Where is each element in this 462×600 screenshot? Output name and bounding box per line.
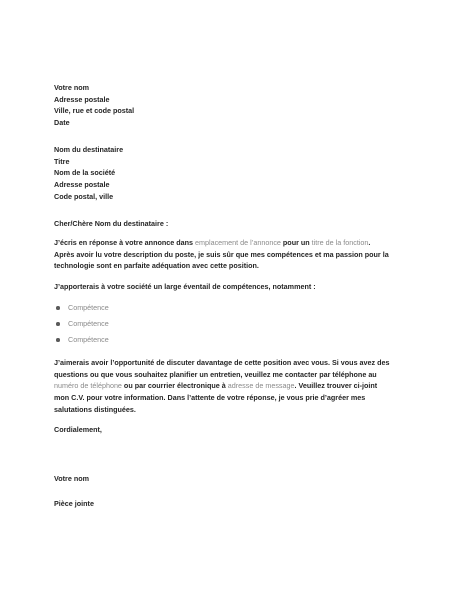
placeholder-job-title[interactable]: titre de la fonction [311,238,369,247]
sender-block [54,82,414,129]
enclosure[interactable]: Pièce jointe [54,499,94,508]
skills-intro-text[interactable]: J’apporterais à votre société un large éventail de compétences, notamment : [54,282,316,291]
paragraph-closing [54,357,404,416]
recipient-postal[interactable]: Code postal, ville [54,191,114,201]
closing-line3-end[interactable]: . Veuillez trouver ci-joint [294,381,378,391]
paragraph-intro [54,237,404,272]
signature-name[interactable]: Votre nom [54,474,90,483]
intro-text-3[interactable]: . [368,238,371,247]
closing-line5[interactable]: salutations distinguées. [54,404,136,414]
skill-placeholder[interactable]: Compétence [68,335,109,344]
list-item [54,302,254,314]
placeholder-email[interactable]: adresse de message [227,381,295,391]
closing-salutation[interactable]: Cordialement, [54,425,102,434]
paragraph-intro-line2[interactable]: Après avoir lu votre description du poste, je suis sûr que mes compétences et ma passion pour la [54,249,389,259]
list-item [54,318,254,330]
recipient-name[interactable]: Nom du destinataire [54,145,124,154]
closing-line3 [54,380,404,392]
signature-block [54,473,414,485]
closing-line2[interactable]: questions ou que vous souhaitez planifier un entretien, veuillez me contacter par téléphone au [54,369,377,379]
bullet-icon [56,306,60,310]
enclosure-block [54,498,414,510]
list-item [54,334,254,346]
recipient-title[interactable]: Titre [54,156,70,166]
skill-placeholder[interactable]: Compétence [68,319,109,328]
closing-block [54,424,414,436]
recipient-address[interactable]: Adresse postale [54,180,110,190]
recipient-block [54,144,414,203]
closing-line4[interactable]: mon C.V. pour votre information. Dans l’attente de votre réponse, je vous prie d’agréer mes [54,393,366,403]
paragraph-skills-intro [54,281,404,293]
letter-date[interactable]: Date [54,118,70,128]
paragraph-intro-line1 [54,237,404,249]
bullet-icon [56,338,60,342]
recipient-company[interactable]: Nom de la société [54,168,116,178]
intro-text-1[interactable]: J’écris en réponse à votre annonce dans [54,238,196,247]
closing-line3-mid[interactable]: ou par courrier électronique à [121,381,228,391]
closing-line1[interactable]: J’aimerais avoir l’opportunité de discuter davantage de cette position avec vous. Si vous avez des [54,358,390,367]
sender-city[interactable]: Ville, rue et code postal [54,106,135,116]
sender-name[interactable]: Votre nom [54,83,90,92]
intro-text-2[interactable]: pour un [280,238,312,247]
skill-placeholder[interactable]: Compétence [68,303,109,312]
salutation-block [54,218,414,230]
paragraph-intro-line3[interactable]: technologie sont en parfaite adéquation avec cette position. [54,261,259,271]
salutation[interactable]: Cher/Chère Nom du destinataire : [54,219,169,228]
sender-address[interactable]: Adresse postale [54,94,110,104]
placeholder-ad-location[interactable]: emplacement de l’annonce [195,238,281,247]
placeholder-phone[interactable]: numéro de téléphone [54,381,122,391]
bullet-icon [56,322,60,326]
